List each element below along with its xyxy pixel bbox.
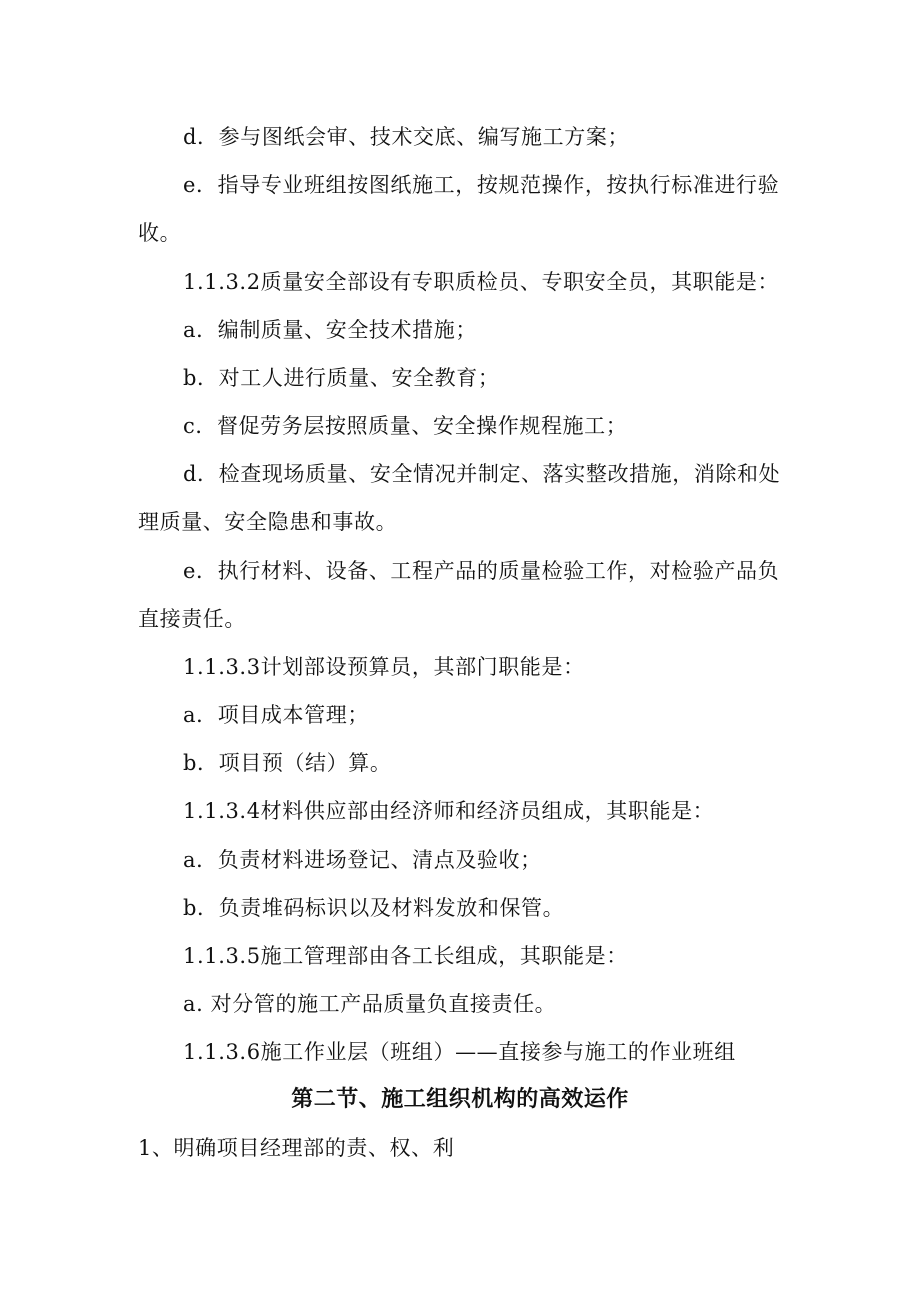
text-line-construction-mgmt-dept: 1.1.3.5施工管理部由各工长组成，其职能是： bbox=[183, 944, 628, 968]
text-line-e-guide-teams: e．指导专业班组按图纸施工，按规范操作，按执行标准进行验 bbox=[183, 173, 780, 197]
text-line-a-registration: a．负责材料进场登记、清点及验收； bbox=[183, 848, 542, 872]
text-line-a-cost: a．项目成本管理； bbox=[183, 703, 369, 727]
text-line-planning-dept: 1.1.3.3计划部设预算员，其部门职能是： bbox=[183, 655, 585, 679]
text-line-continuation: 直接责任。 bbox=[138, 607, 246, 631]
subsection-heading: 1、明确项目经理部的责、权、利 bbox=[138, 1136, 455, 1160]
text-line-b-education: b．对工人进行质量、安全教育； bbox=[183, 366, 500, 390]
text-line-b-storage: b．负责堆码标识以及材料发放和保管。 bbox=[183, 896, 565, 920]
text-line-d-inspect: d．检查现场质量、安全情况并制定、落实整改措施，消除和处 bbox=[183, 462, 781, 486]
text-line-continuation: 收。 bbox=[138, 221, 182, 245]
text-line-e-material-inspection: e．执行材料、设备、工程产品的质量检验工作，对检验产品负 bbox=[183, 559, 780, 583]
text-line-a-measures: a．编制质量、安全技术措施； bbox=[183, 318, 477, 342]
text-line-quality-safety-dept: 1.1.3.2质量安全部设有专职质检员、专职安全员，其职能是： bbox=[183, 270, 780, 294]
text-line-material-supply-dept: 1.1.3.4材料供应部由经济师和经济员组成，其职能是： bbox=[183, 799, 715, 823]
section-heading: 第二节、施工组织机构的高效运作 bbox=[291, 1087, 629, 1112]
text-line-b-budget: b．项目预（结）算。 bbox=[183, 751, 392, 775]
text-line-continuation: 理质量、安全隐患和事故。 bbox=[138, 510, 398, 534]
text-line-d-drawing-review: d．参与图纸会审、技术交底、编写施工方案； bbox=[183, 125, 630, 149]
text-line-c-supervise: c．督促劳务层按照质量、安全操作规程施工； bbox=[183, 414, 628, 438]
text-line-a-responsibility: a. 对分管的施工产品质量负直接责任。 bbox=[183, 992, 557, 1016]
text-line-work-layer: 1.1.3.6施工作业层（班组）——直接参与施工的作业班组 bbox=[183, 1040, 736, 1064]
